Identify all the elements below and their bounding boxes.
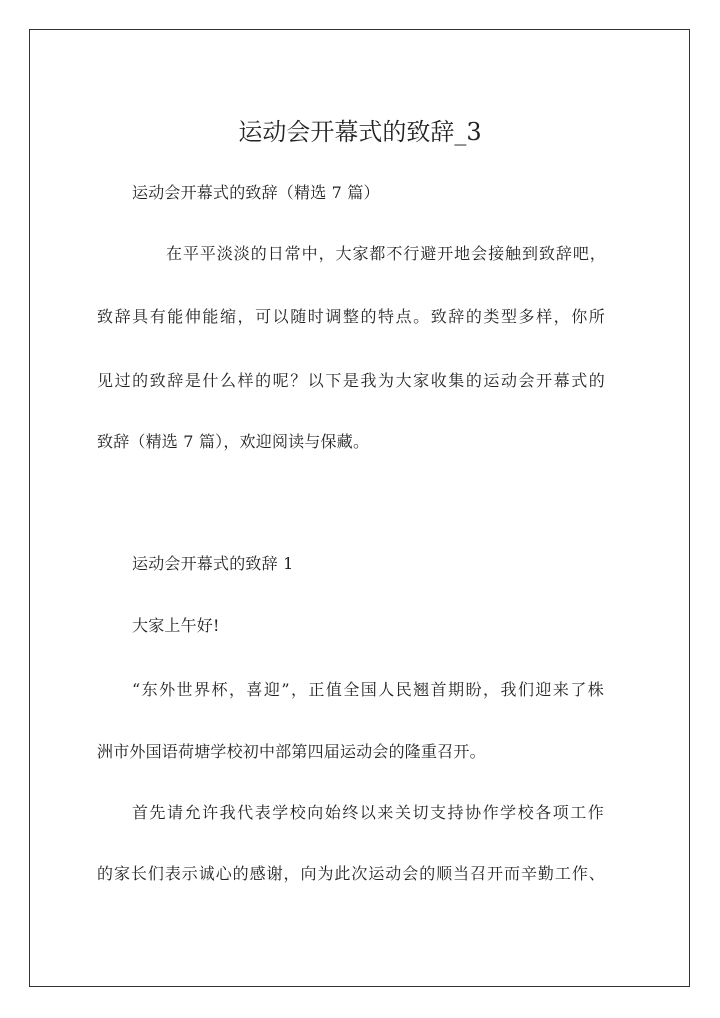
para2-line-2: 的家长们表示诚心的感谢，向为此次运动会的顺当召开而辛勤工作、 [97,864,605,883]
greeting: 大家上午好! [132,616,220,635]
intro-line-1: 在平平淡淡的日常中，大家都不行避开地会接触到致辞吧， [166,244,606,263]
intro-line-4: 致辞（精选 7 篇），欢迎阅读与保藏。 [97,432,370,451]
intro-line-2: 致辞具有能伸能缩，可以随时调整的特点。致辞的类型多样，你所 [97,307,605,326]
section-heading: 运动会开幕式的致辞 1 [132,554,294,573]
para1-line-1: “东外世界杯，喜迎”，正值全国人民翘首期盼，我们迎来了株 [132,680,604,699]
para2-line-1: 首先请允许我代表学校向始终以来关切支持协作学校各项工作 [132,803,604,822]
intro-line-3: 见过的致辞是什么样的呢？以下是我为大家收集的运动会开幕式的 [97,371,605,390]
para1-line-2: 洲市外国语荷塘学校初中部第四届运动会的隆重召开。 [97,742,486,761]
document-title: 运动会开幕式的致辞_3 [238,118,482,146]
page-border [29,29,690,987]
document-subtitle: 运动会开幕式的致辞（精选 7 篇） [132,183,380,202]
